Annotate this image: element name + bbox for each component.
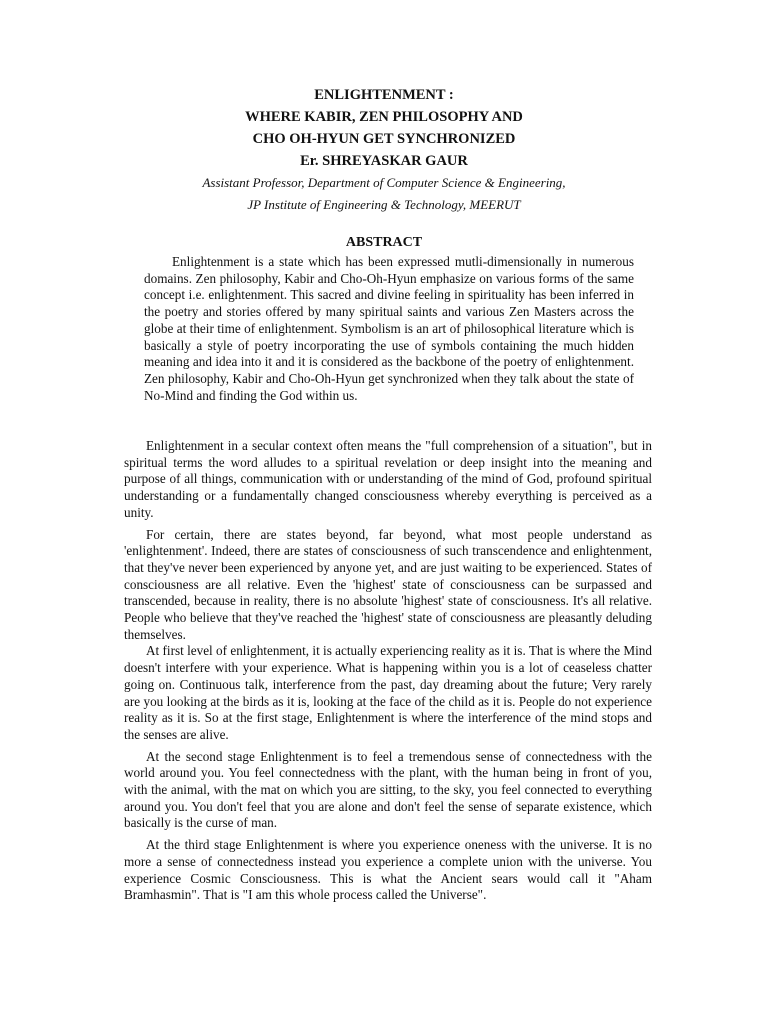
body-paragraph-1: Enlightenment in a secular context often means the "full comprehension of a situation", but in spiritual terms the word alludes to a spiritual revelation or deep insight into the meaning and purpose of all things, communication with or understanding of the mind of God, profound spiritual understanding or a fundamentally changed consciousness whereby everything is perceived as a unity. <box>124 438 652 520</box>
body-paragraph-2: For certain, there are states beyond, far beyond, what most people understand as 'enlightenment'. Indeed, there are states of consciousness of such transcendence and enlightenment, that they've never been experienced by anyone yet, and are just waiting to be experienced. States of consciousness are all relative. Even the 'highest' state of consciousness can be surpassed and transcended, because in reality, there is no absolute 'highest' state of consciousness. It's all relative. People who believe that they've reached the 'highest' state of consciousness are pleasantly deluding themselves. <box>124 526 652 642</box>
author-name: Er. SHREYASKAR GAUR <box>300 153 468 169</box>
affiliation-line-1: Assistant Professor, Department of Computer Science & Engineering, <box>202 175 566 190</box>
body-paragraph-4: At the second stage Enlightenment is to feel a tremendous sense of connectedness with the world around you. You feel connectedness with the plant, with the human being in front of you, with the animal, with the mat on which you are sitting, to the sky, you feel connected to everything around you. You don't feel that you are alone and don't feel the sense of separate existence, which basically is the curse of man. <box>124 748 652 831</box>
body-paragraph-3: At first level of enlightenment, it is actually experiencing reality as it is. That is where the Mind doesn't interfere with your experience. What is happening within you is a lot of ceaseless chatter going on. Continuous talk, interference from the past, day dreaming about the future; Very rarely are you looking at the birds as it is, looking at the face of the child as it is. People do not experience reality as it is. So at the first stage, Enlightenment is where the interference of the mind stops and the senses are alive. <box>124 643 652 742</box>
abstract-text: Enlightenment is a state which has been expressed mutli-dimensionally in numerous domains. Zen philosophy, Kabir and Cho-Oh-Hyun emphasize on various forms of the same concept i.e. enlightenment. This sacred and divine feeling in spirituality has been inferred in the poetry and stories offered by many spiritual saints and various Zen Masters across the globe at their time of enlightenment. Symbolism is an art of philosophical literature which is basically a style of poetry incorporating the use of symbols containing the much hidden meaning and idea into it and it is considered as the backbone of the poetry of enlightenment. Zen philosophy, Kabir and Cho-Oh-Hyun get synchronized when they talk about the state of No-Mind and finding the God within us. <box>144 254 634 403</box>
paper-title-line-1: ENLIGHTENMENT : <box>314 87 454 103</box>
abstract-heading: ABSTRACT <box>345 235 423 250</box>
title-block <box>0 84 768 216</box>
paper-title-line-3: CHO OH-HYUN GET SYNCHRONIZED <box>252 131 516 147</box>
affiliation-line-2: JP Institute of Engineering & Technology, MEERUT <box>247 197 521 212</box>
body-text <box>124 438 652 909</box>
body-paragraph-5: At the third stage Enlightenment is where you experience oneness with the universe. It is no more a sense of connectedness instead you experience a complete union with the universe. You experience Cosmic Consciousness. This is what the Ancient sears would call it "Aham Bramhasmin". That is "I am this whole process called the Universe". <box>124 837 652 903</box>
paper-title-line-2: WHERE KABIR, ZEN PHILOSOPHY AND <box>245 109 523 125</box>
